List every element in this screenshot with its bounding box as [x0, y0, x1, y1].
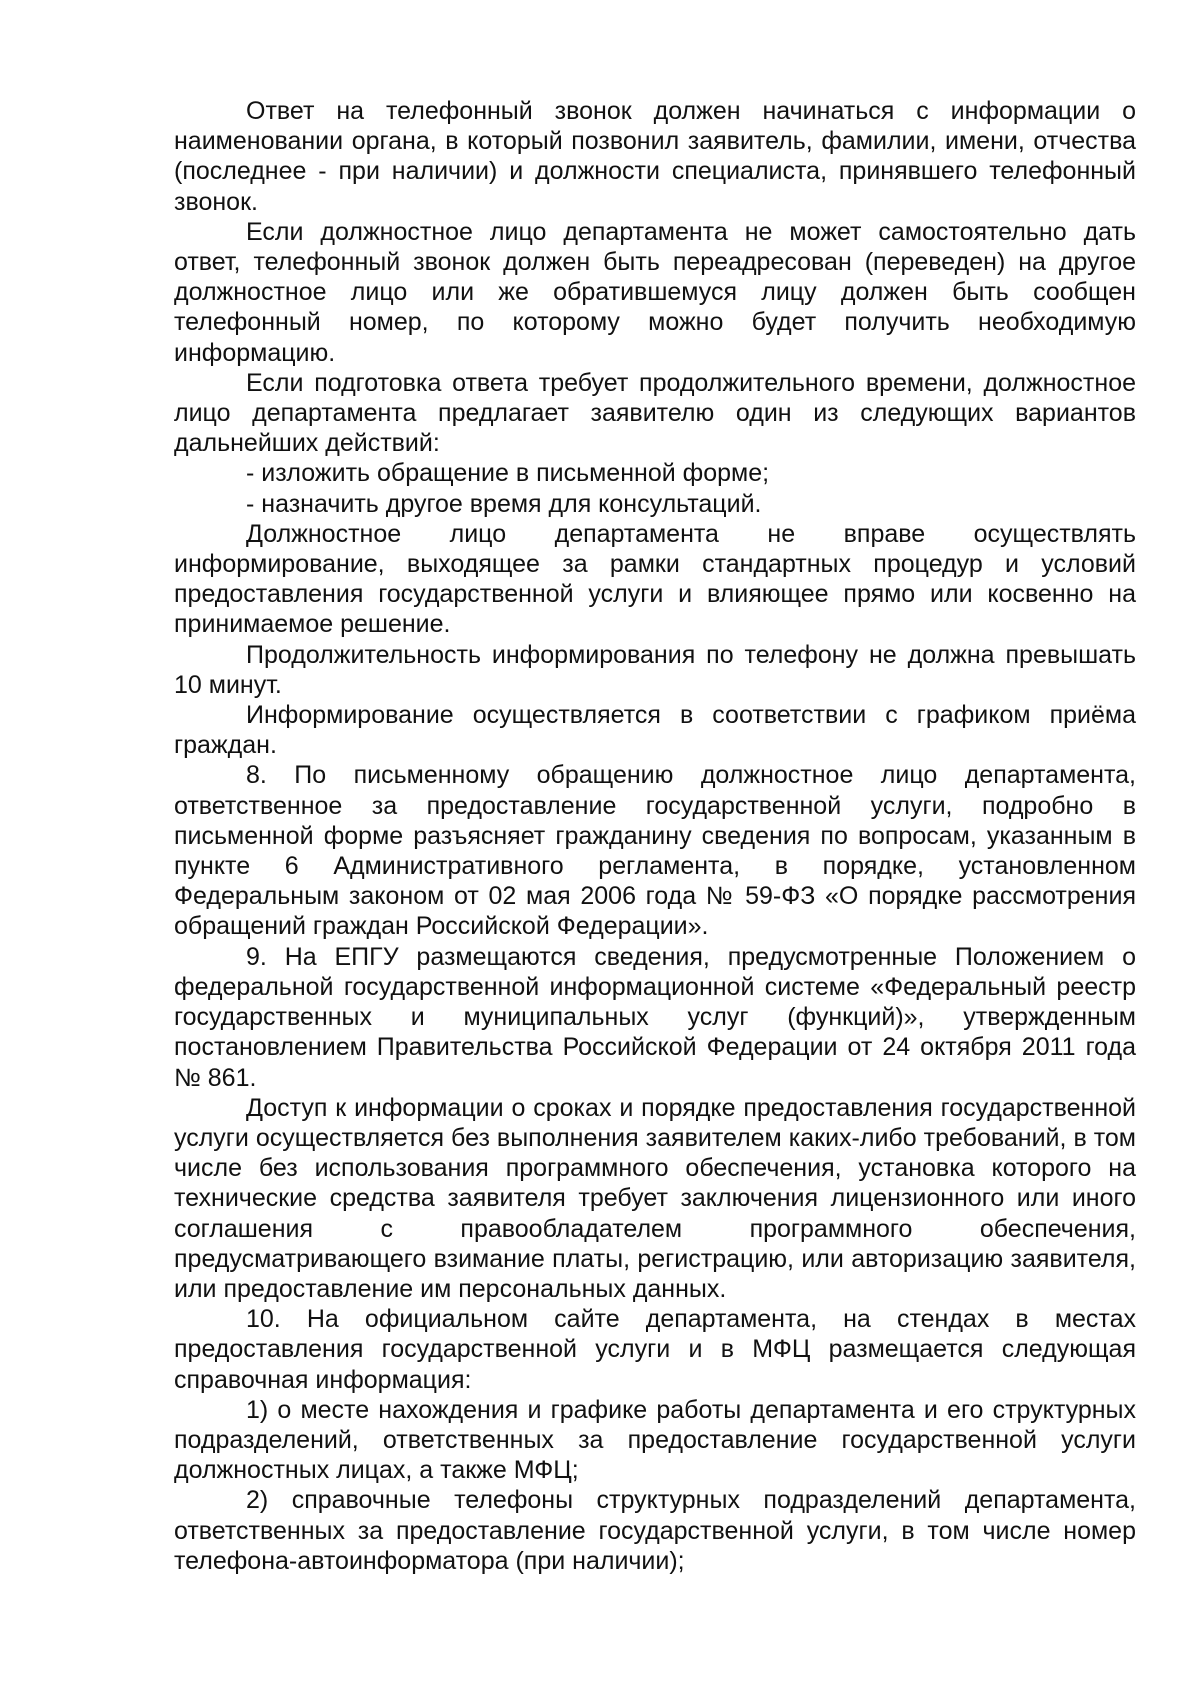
paragraph-not-entitled: Должностное лицо департамента не вправе осуществлять информирование, выходящее за рамки стандартных процедур и условий предоставления государственной услуги и влияющее прямо или косвенно на принимаемое решение.	[174, 519, 1136, 639]
list-item-other-time: - назначить другое время для консультаций.	[246, 489, 762, 518]
paragraph-redirect-call: Если должностное лицо департамента не может самостоятельно дать ответ, телефонный звонок должен быть переадресован (переведен) на другое должностное лицо или же обратившемуся лицу должен быть сообщен телефонный номер, по которому можно будет получить необходимую информацию.	[174, 217, 1136, 367]
document-page	[174, 96, 1136, 1576]
paragraph-access: Доступ к информации о сроках и порядке предоставления государственной услуги осуществляется без выполнения заявителем каких-либо требований, в том числе без использования программного обеспечения, установка которого на технические средства заявителя требует заключения лицензионного или иного соглашения с правообладателем программного обеспечения, предусматривающего взимание платы, регистрацию, или авторизацию заявителя, или предоставление им персональных данных.	[174, 1093, 1136, 1303]
paragraph-schedule: Информирование осуществляется в соответствии с графиком приёма граждан.	[174, 701, 1136, 760]
paragraph-item-10: 10. На официальном сайте департамента, на стендах в местах предоставления государственной услуги и в МФЦ размещается следующая справочная информация:	[174, 1305, 1136, 1394]
list-item-location: 1) о месте нахождения и графике работы департамента и его структурных подразделений, ответственных за предоставление государственной услуги должностных лицах, а также МФЦ;	[174, 1395, 1136, 1485]
paragraph-phone-answer: Ответ на телефонный звонок должен начинаться с информации о наименовании органа, в который позвонил заявитель, фамилии, имени, отчества (последнее - при наличии) и должности специалиста, принявшего телефонный звонок.	[174, 97, 1136, 216]
list-item-phones: 2) справочные телефоны структурных подразделений департамента, ответственных за предоставление государственной услуги, в том числе номер телефона-автоинформатора (при наличии);	[174, 1486, 1136, 1575]
list-item-written-form: - изложить обращение в письменной форме;	[246, 459, 770, 488]
paragraph-long-preparation: Если подготовка ответа требует продолжительного времени, должностное лицо департамента предлагает заявителю один из следующих вариантов дальнейших действий:	[174, 368, 1136, 458]
paragraph-duration: Продолжительность информирования по телефону не должна превышать 10 минут.	[174, 640, 1136, 699]
paragraph-item-9: 9. На ЕПГУ размещаются сведения, предусмотренные Положением о федеральной государственной информационной системе «Федеральный реестр государственных и муниципальных услуг (функций)», утвержденным постановлением Правительства Российской Федерации от 24 октября 2011 года № 861.	[174, 942, 1136, 1092]
paragraph-item-8: 8. По письменному обращению должностное лицо департамента, ответственное за предоставление государственной услуги, подробно в письменной форме разъясняет гражданину сведения по вопросам, указанным в пункте 6 Административного регламента, в порядке, установленном Федеральным законом от 02 мая 2006 года № 59-ФЗ «О порядке рассмотрения обращений граждан Российской Федерации».	[174, 761, 1136, 941]
